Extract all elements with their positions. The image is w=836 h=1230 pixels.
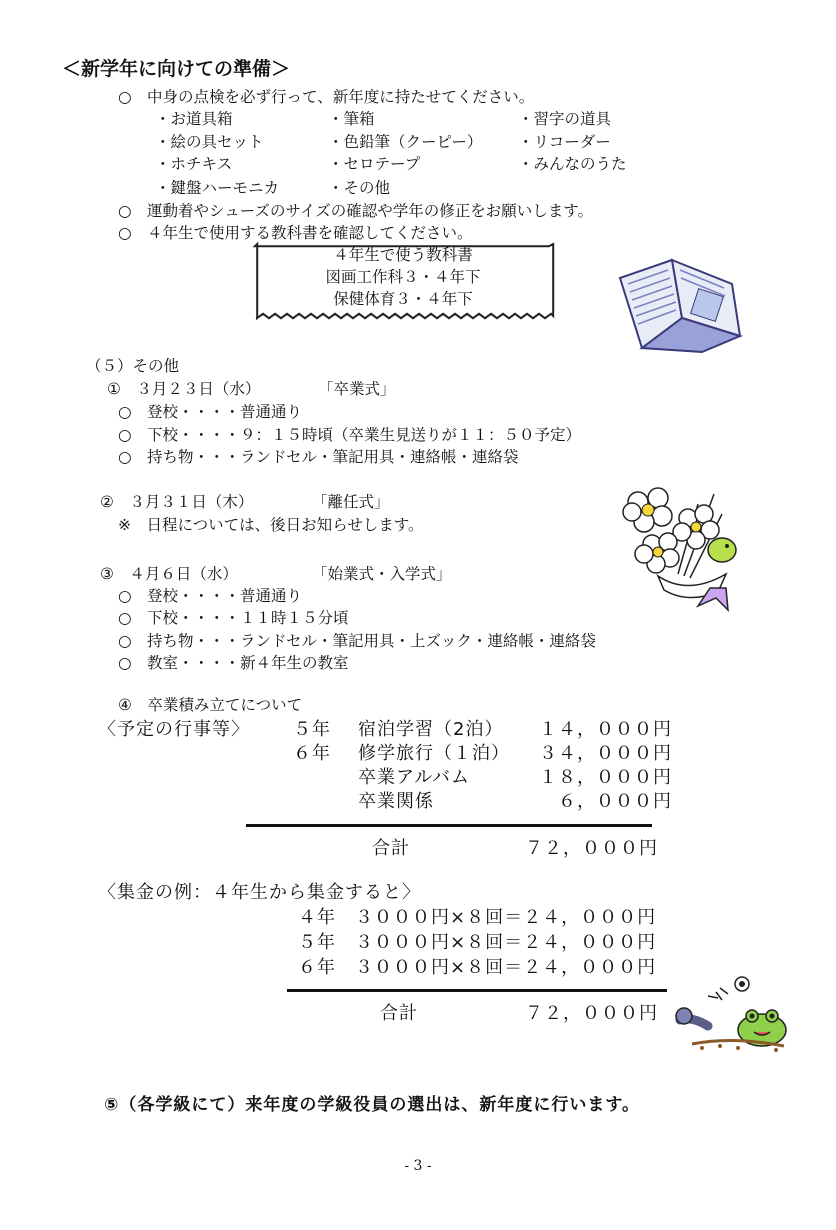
prep-item-check: ○ 中身の点検を必ず行って、新年度に持たせてください。	[118, 88, 535, 106]
collect-total-rule	[287, 989, 667, 992]
textbook-item: 保健体育３・４年下	[333, 290, 473, 308]
plan-item: 卒業アルバム	[358, 767, 471, 788]
page-number: - 3 -	[404, 1158, 432, 1174]
plan-total-amount: ７２，０００円	[525, 838, 658, 859]
event3-line: ○ 下校・・・・１１時１５分頃	[118, 609, 349, 627]
plan-item: 宿泊学習（2泊）	[358, 719, 504, 740]
event2-note: ※ 日程については、後日お知らせします。	[118, 516, 424, 534]
plan-item: 修学旅行（１泊）	[358, 743, 510, 764]
section-title-prep: ＜新学年に向けての準備＞	[62, 58, 291, 80]
collect-total-amount: ７２，０００円	[525, 1003, 658, 1024]
event1-name: 「卒業式」	[318, 380, 396, 398]
supply-item: ・筆箱	[328, 110, 375, 128]
event3-line: ○ 教室・・・・新４年生の教室	[118, 654, 349, 672]
event3-date: ③ ４月６日（水）	[100, 565, 238, 583]
event1-line: ○ 下校・・・・９：１５時頃（卒業生見送りが１１：５０予定）	[118, 426, 582, 444]
supply-item: ・絵の具セット	[155, 133, 264, 151]
event1-line: ○ 持ち物・・・ランドセル・筆記用具・連絡帳・連絡袋	[118, 448, 519, 466]
plan-amount: １８，０００円	[539, 767, 672, 788]
supply-item: ・セロテープ	[328, 155, 421, 173]
supply-item: ・その他	[328, 179, 391, 197]
supply-item: ・リコーダー	[518, 133, 611, 151]
plan-total-label: 合計	[372, 838, 410, 859]
plan-amount: ６，０００円	[558, 791, 672, 812]
event2-date: ② ３月３１日（木）	[100, 493, 254, 511]
event2-name: 「離任式」	[312, 493, 390, 511]
open-book-illustration	[612, 248, 752, 358]
collect-row: ５年 ３０００円×８回＝２４，０００円	[298, 932, 657, 953]
collect-total-label: 合計	[380, 1003, 418, 1024]
event1-line: ○ 登校・・・・普通通り	[118, 403, 303, 421]
event1-date: ① ３月２３日（水）	[107, 380, 261, 398]
prep-item-sizes: ○ 運動着やシューズのサイズの確認や学年の修正をお願いします。	[118, 202, 593, 220]
supply-item: ・色鉛筆（クーピー）	[328, 133, 483, 151]
collect-row: ６年 ３０００円×８回＝２４，０００円	[298, 957, 657, 978]
textbook-box	[251, 244, 555, 310]
plan-amount: １４，０００円	[539, 719, 672, 740]
section-title-other: （５）その他	[86, 357, 180, 375]
event3-line: ○ 登校・・・・普通通り	[118, 587, 303, 605]
supply-item: ・みんなのうた	[518, 155, 627, 173]
plan-item: 卒業関係	[358, 791, 434, 812]
supply-item: ・ホチキス	[155, 155, 233, 173]
plan-label: 〈予定の行事等〉	[98, 719, 250, 740]
frog-illustration	[672, 972, 790, 1054]
textbook-item: 図画工作科３・４年下	[325, 268, 481, 286]
flowers-illustration	[618, 484, 750, 616]
plan-grade: ６年	[293, 743, 331, 764]
supply-item: ・お道具箱	[155, 110, 233, 128]
event3-line: ○ 持ち物・・・ランドセル・筆記用具・上ズック・連絡帳・連絡袋	[118, 632, 596, 650]
event4-title: ④ 卒業積み立てについて	[118, 696, 303, 714]
supply-item: ・習字の道具	[518, 110, 612, 128]
collect-row: ４年 ３０００円×８回＝２４，０００円	[298, 907, 657, 928]
textbook-box-title: ４年生で使う教科書	[333, 246, 473, 264]
supply-item: ・鍵盤ハーモニカ	[155, 179, 280, 197]
event5-notice: ⑤（各学級にて）来年度の学級役員の選出は、新年度に行います。	[104, 1095, 641, 1115]
prep-item-textbooks: ○ ４年生で使用する教科書を確認してください。	[118, 224, 473, 242]
plan-grade: ５年	[293, 719, 331, 740]
plan-total-rule	[246, 824, 652, 827]
event3-name: 「始業式・入学式」	[312, 565, 452, 583]
plan-amount: ３４，０００円	[539, 743, 672, 764]
collect-label: 〈集金の例：４年生から集金すると〉	[98, 882, 421, 903]
